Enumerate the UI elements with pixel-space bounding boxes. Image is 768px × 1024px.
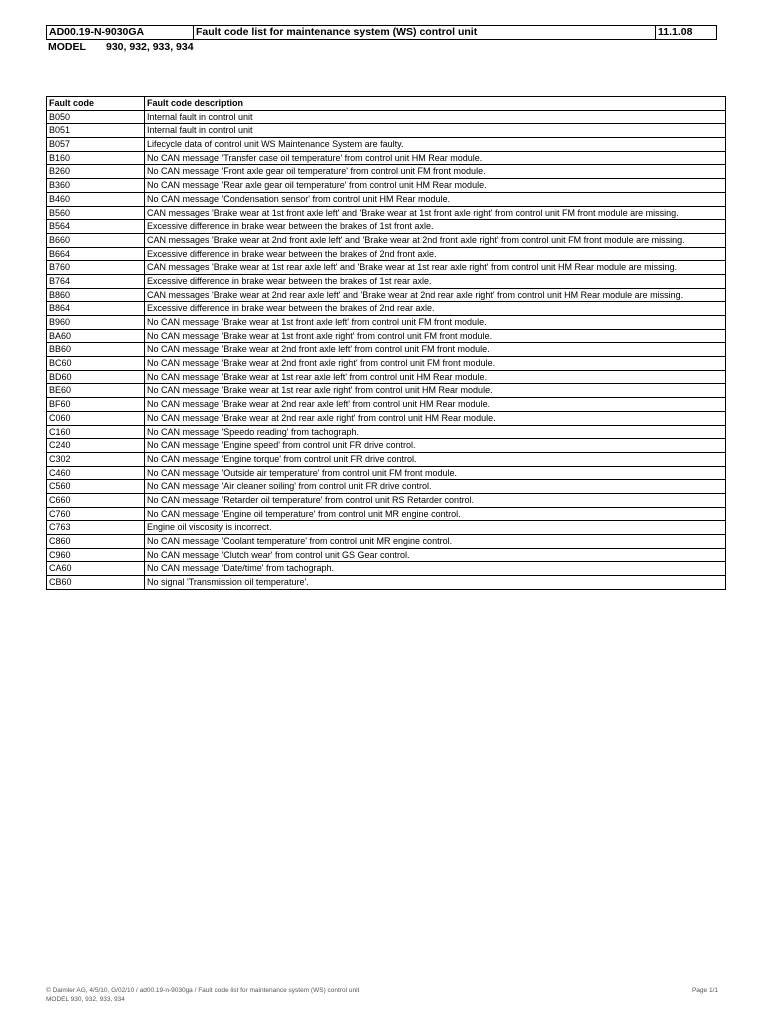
fault-code-cell: BF60 [47,398,145,412]
column-header-fault-code: Fault code [47,97,145,111]
table-row [47,548,726,562]
model-value: 930, 932, 933, 934 [106,41,194,53]
page-footer [46,986,718,1004]
fault-code-cell: BD60 [47,370,145,384]
table-row [47,247,726,261]
table-row [47,288,726,302]
fault-description-cell: CAN messages 'Brake wear at 1st front axle left' and 'Brake wear at 1st front axle right' from control unit FM front module are missing. [145,206,726,220]
table-row [47,493,726,507]
fault-code-cell: B860 [47,288,145,302]
footer-model: MODEL 930, 932, 933, 934 [46,996,125,1003]
table-row [47,576,726,590]
fault-description-cell: No CAN message 'Brake wear at 1st front axle left' from control unit FM front module. [145,316,726,330]
fault-code-cell: B660 [47,233,145,247]
fault-code-cell: C460 [47,466,145,480]
table-row [47,439,726,453]
table-row [47,138,726,152]
table-row [47,384,726,398]
fault-code-cell: B160 [47,151,145,165]
table-row [47,343,726,357]
table-row [47,302,726,316]
page-number: Page 1/1 [691,987,718,994]
fault-description-cell: No CAN message 'Brake wear at 2nd front axle right' from control unit FM front module. [145,357,726,371]
document-title: Fault code list for maintenance system (WS) control unit [194,26,656,39]
fault-code-cell: B051 [47,124,145,138]
fault-code-cell: B560 [47,206,145,220]
fault-description-cell: No CAN message 'Engine oil temperature' from control unit MR engine control. [145,507,726,521]
column-header-description: Fault code description [145,97,726,111]
fault-description-cell: No CAN message 'Condensation sensor' from control unit HM Rear module. [145,192,726,206]
fault-description-cell: No CAN message 'Transfer case oil temperature' from control unit HM Rear module. [145,151,726,165]
fault-description-cell: Excessive difference in brake wear between the brakes of 2nd front axle. [145,247,726,261]
table-row [47,220,726,234]
fault-code-cell: C560 [47,480,145,494]
fault-description-cell: No signal 'Transmission oil temperature'. [145,576,726,590]
fault-code-cell: B664 [47,247,145,261]
fault-description-cell: No CAN message 'Outside air temperature' from control unit FM front module. [145,466,726,480]
table-row [47,452,726,466]
fault-description-cell: No CAN message 'Clutch wear' from control unit GS Gear control. [145,548,726,562]
fault-description-cell: No CAN message 'Brake wear at 2nd front axle left' from control unit FM front module. [145,343,726,357]
fault-description-cell: No CAN message 'Coolant temperature' from control unit MR engine control. [145,535,726,549]
fault-code-cell: CA60 [47,562,145,576]
fault-description-cell: CAN messages 'Brake wear at 1st rear axle left' and 'Brake wear at 1st rear axle right' from control unit HM Rear module are missing. [145,261,726,275]
table-header-row [47,97,726,111]
fault-code-cell: B760 [47,261,145,275]
fault-description-cell: No CAN message 'Brake wear at 1st rear axle left' from control unit HM Rear module. [145,370,726,384]
fault-description-cell: No CAN message 'Date/time' from tachograph. [145,562,726,576]
table-row [47,110,726,124]
fault-code-cell: BC60 [47,357,145,371]
table-row [47,411,726,425]
table-row [47,206,726,220]
table-row [47,535,726,549]
fault-code-cell: B057 [47,138,145,152]
fault-code-cell: C760 [47,507,145,521]
fault-description-cell: CAN messages 'Brake wear at 2nd rear axle left' and 'Brake wear at 2nd rear axle right' from control unit HM Rear module are missing. [145,288,726,302]
fault-code-cell: C302 [47,452,145,466]
fault-description-cell: Internal fault in control unit [145,110,726,124]
fault-description-cell: No CAN message 'Engine speed' from control unit FR drive control. [145,439,726,453]
table-row [47,124,726,138]
fault-code-cell: C860 [47,535,145,549]
fault-code-cell: B864 [47,302,145,316]
table-row [47,151,726,165]
table-row [47,261,726,275]
fault-description-cell: No CAN message 'Brake wear at 1st rear axle right' from control unit HM Rear module. [145,384,726,398]
model-line [48,41,194,54]
fault-description-cell: No CAN message 'Brake wear at 2nd rear axle left' from control unit HM Rear module. [145,398,726,412]
table-row [47,274,726,288]
fault-code-cell: CB60 [47,576,145,590]
fault-code-cell: B260 [47,165,145,179]
model-label: MODEL [48,41,86,53]
fault-description-cell: No CAN message 'Rear axle gear oil temperature' from control unit HM Rear module. [145,179,726,193]
fault-code-table [46,96,726,590]
document-header [46,25,717,40]
table-row [47,562,726,576]
table-row [47,425,726,439]
fault-code-cell: C060 [47,411,145,425]
fault-code-cell: C960 [47,548,145,562]
fault-description-cell: No CAN message 'Air cleaner soiling' from control unit FR drive control. [145,480,726,494]
table-body [47,110,726,589]
fault-code-cell: C763 [47,521,145,535]
fault-code-cell: B360 [47,179,145,193]
fault-description-cell: No CAN message 'Brake wear at 2nd rear axle right' from control unit HM Rear module. [145,411,726,425]
fault-code-cell: B564 [47,220,145,234]
document-id: AD00.19-N-9030GA [47,26,194,39]
fault-description-cell: No CAN message 'Engine torque' from control unit FR drive control. [145,452,726,466]
table-row [47,316,726,330]
fault-description-cell: Excessive difference in brake wear between the brakes of 1st rear axle. [145,274,726,288]
fault-description-cell: Internal fault in control unit [145,124,726,138]
table-row [47,329,726,343]
fault-description-cell: Engine oil viscosity is incorrect. [145,521,726,535]
fault-description-cell: No CAN message 'Brake wear at 1st front axle right' from control unit FM front module. [145,329,726,343]
fault-code-cell: C240 [47,439,145,453]
table-row [47,398,726,412]
table-row [47,466,726,480]
fault-description-cell: Lifecycle data of control unit WS Maintenance System are faulty. [145,138,726,152]
fault-code-cell: B460 [47,192,145,206]
fault-code-cell: BE60 [47,384,145,398]
table-row [47,480,726,494]
table-row [47,357,726,371]
document-date: 11.1.08 [658,26,693,38]
table-row [47,165,726,179]
fault-code-cell: C660 [47,493,145,507]
fault-code-cell: BB60 [47,343,145,357]
table-row [47,521,726,535]
fault-description-cell: No CAN message 'Retarder oil temperature' from control unit RS Retarder control. [145,493,726,507]
fault-description-cell: No CAN message 'Front axle gear oil temperature' from control unit FM front module. [145,165,726,179]
table-row [47,179,726,193]
table-row [47,370,726,384]
table-row [47,192,726,206]
table-row [47,233,726,247]
fault-code-cell: B050 [47,110,145,124]
fault-description-cell: Excessive difference in brake wear between the brakes of 1st front axle. [145,220,726,234]
fault-code-cell: C160 [47,425,145,439]
fault-description-cell: Excessive difference in brake wear between the brakes of 2nd rear axle. [145,302,726,316]
fault-description-cell: No CAN message 'Speedo reading' from tachograph. [145,425,726,439]
fault-code-cell: B960 [47,316,145,330]
fault-code-cell: BA60 [47,329,145,343]
fault-code-cell: B764 [47,274,145,288]
fault-description-cell: CAN messages 'Brake wear at 2nd front axle left' and 'Brake wear at 2nd front axle right' from control unit FM front module are missing. [145,233,726,247]
table-row [47,507,726,521]
footer-copyright: © Daimler AG, 4/5/10, G/02/10 / ad00.19-n-9030ga / Fault code list for maintenance system (WS) control unit [46,987,360,994]
